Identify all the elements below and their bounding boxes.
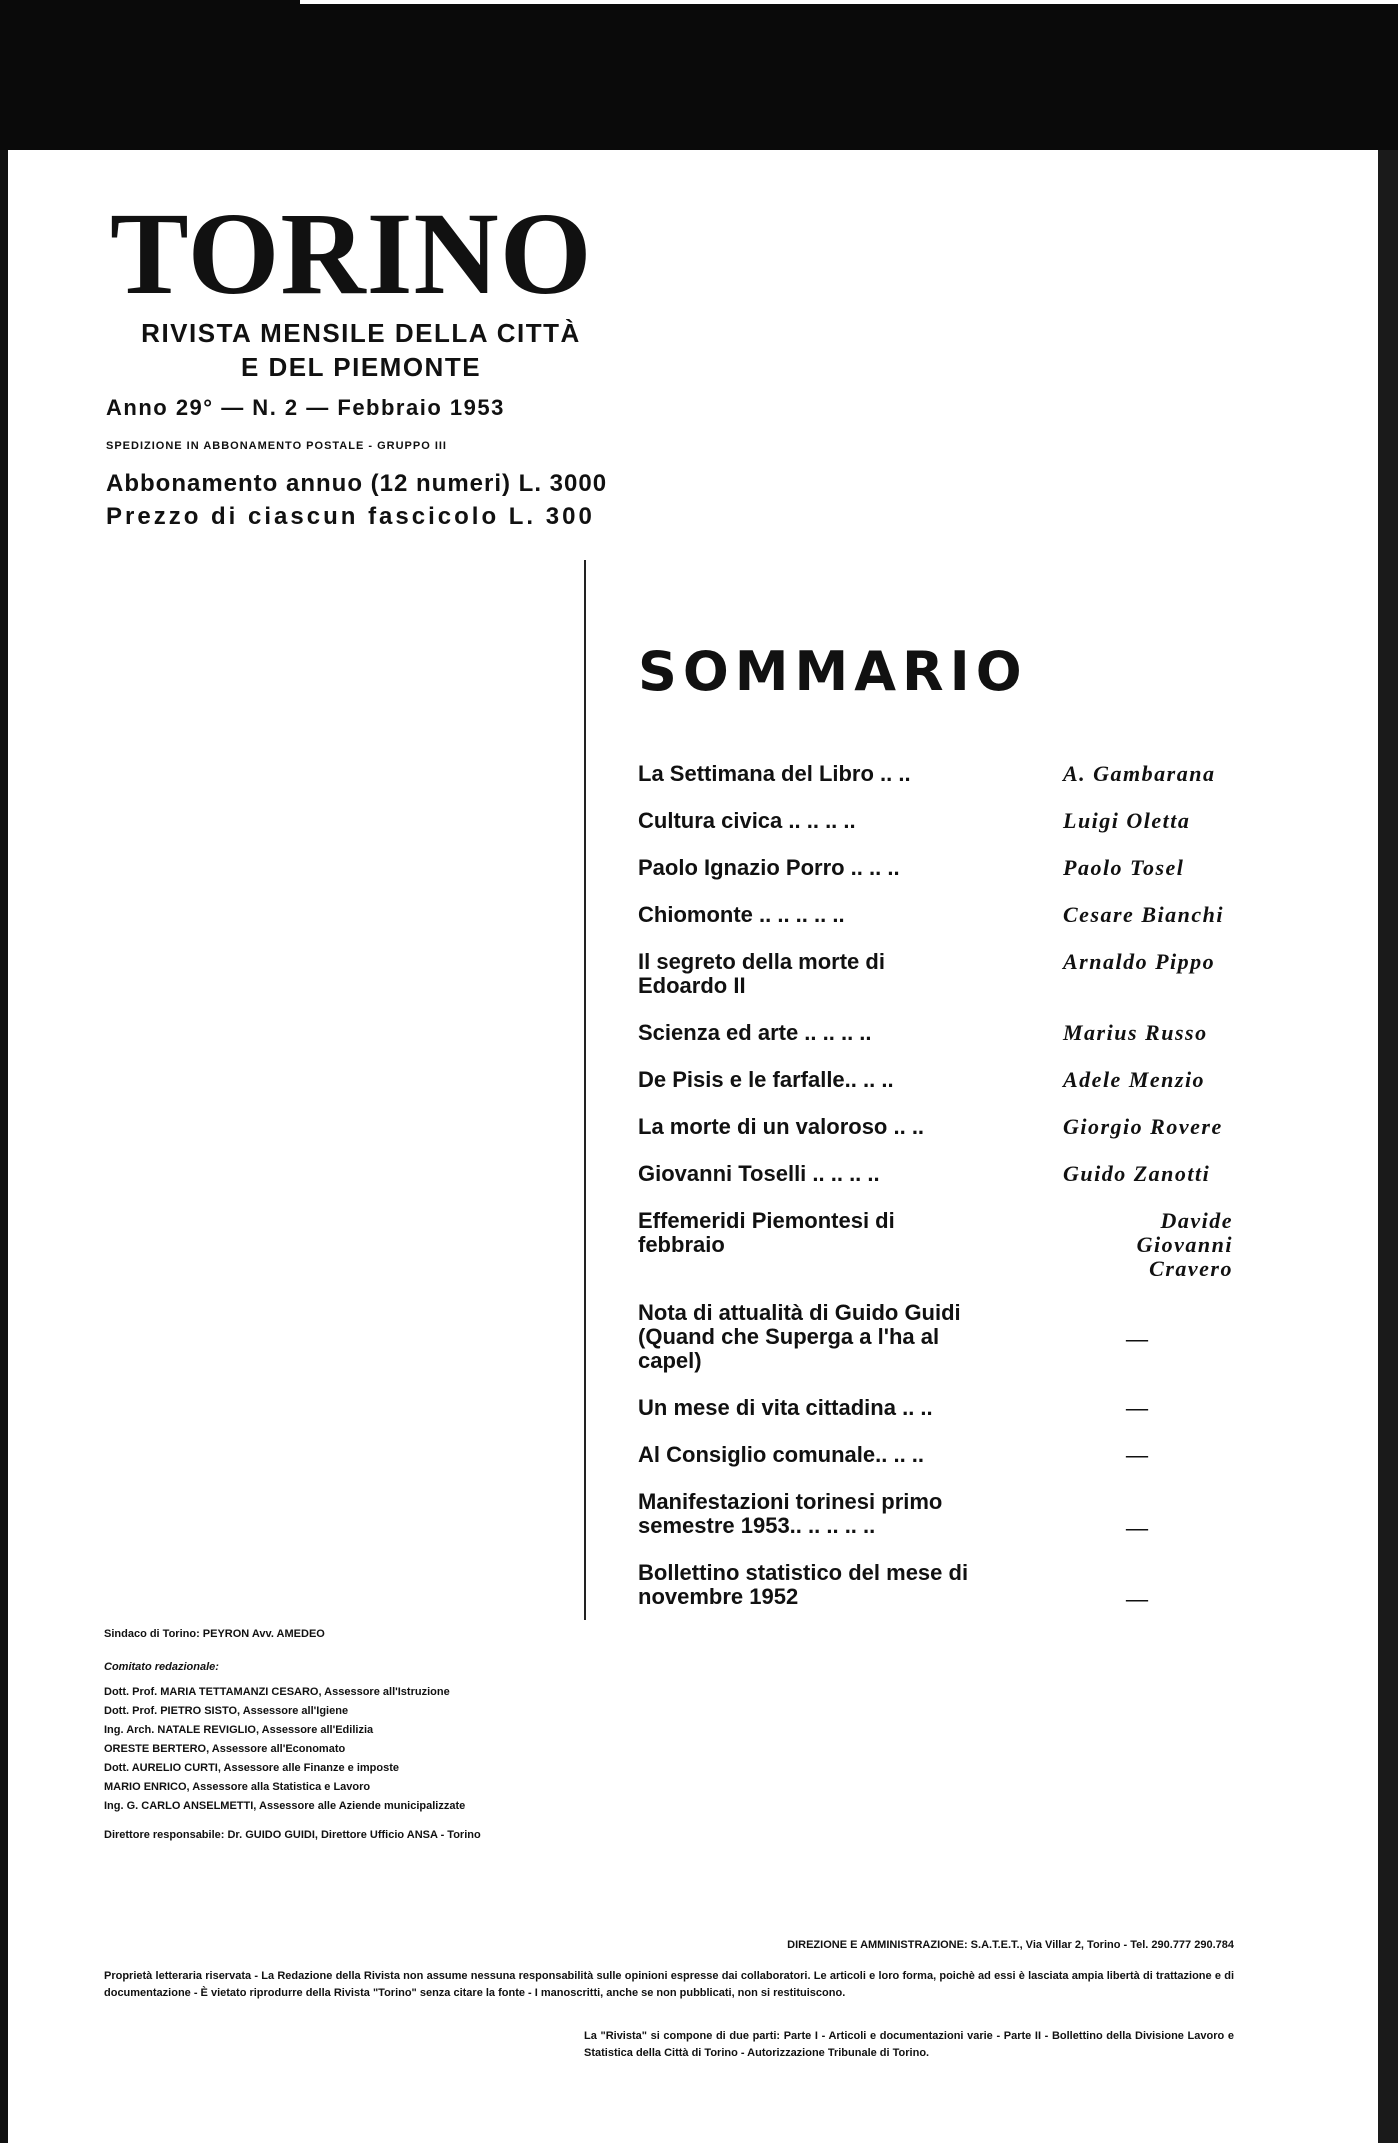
- masthead-subtitle-line2: E DEL PIEMONTE: [240, 352, 482, 382]
- toc-entry: [638, 762, 1258, 786]
- toc-entry-title: La morte di un valoroso .. ..: [638, 1114, 925, 1139]
- toc-entry-title: Giovanni Toselli .. .. .. ..: [638, 1161, 880, 1186]
- toc-entry-title: Paolo Ignazio Porro .. .. ..: [638, 855, 900, 880]
- toc-entry-dash: —: [1126, 1326, 1148, 1351]
- toc-extra-entry: [638, 1490, 1258, 1538]
- vertical-rule: [584, 560, 586, 1620]
- subscription-line: Abbonamento annuo (12 numeri) L. 3000: [106, 470, 608, 497]
- toc-entry-title: De Pisis e le farfalle.. .. ..: [638, 1067, 894, 1092]
- toc-entry: [638, 1208, 1258, 1281]
- toc-entry-author: Paolo Tosel: [1063, 855, 1185, 880]
- toc-entry-author: A. Gambarana: [1063, 761, 1216, 786]
- toc-entry: [638, 950, 1258, 998]
- toc-entry-title: Effemeridi Piemontesi di febbraio: [638, 1208, 895, 1257]
- committee-member: Dott. Prof. MARIA TETTAMANZI CESARO, Assessore all'Istruzione: [104, 1686, 450, 1698]
- toc-entry-author: Giorgio Rovere: [1063, 1114, 1223, 1139]
- toc-entry-dash: —: [1126, 1395, 1148, 1420]
- toc-entry-dash: —: [1126, 1442, 1148, 1467]
- issue-line: Anno 29° — N. 2 — Febbraio 1953: [106, 395, 505, 420]
- editorial-staff: [104, 1625, 604, 1845]
- committee-member: Dott. AURELIO CURTI, Assessore alle Finanze e imposte: [104, 1762, 400, 1774]
- toc-entry-title: Un mese di vita cittadina .. ..: [638, 1395, 933, 1420]
- toc-entry-title: Scienza ed arte .. .. .. ..: [638, 1020, 872, 1045]
- masthead-title: TORINO: [110, 188, 593, 319]
- committee-member: Ing. Arch. NATALE REVIGLIO, Assessore all'Edilizia: [104, 1724, 374, 1736]
- toc-entry-author: Cesare Bianchi: [1063, 902, 1224, 927]
- toc-entry: [638, 809, 1258, 833]
- mayor-line: Sindaco di Torino: PEYRON Avv. AMEDEO: [104, 1628, 325, 1640]
- toc-entry-author: Adele Menzio: [1063, 1067, 1206, 1092]
- toc-extra-entry: [638, 1443, 1258, 1467]
- masthead-subtitle-line1: RIVISTA MENSILE DELLA CITTÀ: [141, 318, 581, 348]
- toc-entry: [638, 1162, 1258, 1186]
- toc-entry-author: Davide Giovanni Cravero: [1136, 1208, 1233, 1281]
- toc-extra-entry: [638, 1561, 1258, 1609]
- footer-address: DIREZIONE E AMMINISTRAZIONE: S.A.T.E.T., Via Villar 2, Torino - Tel. 290.777 290.784: [787, 1939, 1234, 1951]
- committee-member: Ing. G. CARLO ANSELMETTI, Assessore alle Aziende municipalizzate: [104, 1800, 466, 1812]
- toc-entry: [638, 1021, 1258, 1045]
- postal-line: SPEDIZIONE IN ABBONAMENTO POSTALE - GRUPPO III: [106, 440, 447, 452]
- toc-extra-entry: [638, 1396, 1258, 1420]
- toc-entry-title: Il segreto della morte di Edoardo II: [638, 949, 885, 998]
- toc-entry: [638, 1115, 1258, 1139]
- toc-entry-author: Luigi Oletta: [1063, 808, 1191, 833]
- footer-rights: Proprietà letteraria riservata - La Redazione della Rivista non assume nessuna responsabilità sulle opinioni espresse dai collaboratori. Le articoli e loro forma, poichè ad essi è lasciata ampia libertà di trattazione e di documentazione - È vietato riprodurre della Rivista "Torino" senza citare la fonte - I manoscritti, anche se non pubblicati, non si restituiscono.: [104, 1970, 1234, 1999]
- scan-dark-border-left: [0, 150, 8, 2143]
- sommario-heading: SOMMARIO: [638, 640, 1028, 703]
- toc-entry-dash: —: [1126, 1586, 1148, 1611]
- toc-extra-entry: [638, 1301, 1258, 1373]
- toc-entry: [638, 903, 1258, 927]
- toc-entry-title: Bollettino statistico del mese di novembre 1952: [638, 1560, 969, 1609]
- committee-member: Dott. Prof. PIETRO SISTO, Assessore all'Igiene: [104, 1705, 349, 1717]
- scan-dark-border-right: [1378, 150, 1398, 2143]
- toc-entry-title: Al Consiglio comunale.. .. ..: [638, 1442, 925, 1467]
- committee-label: Comitato redazionale:: [104, 1661, 219, 1673]
- toc-entry-dash: —: [1126, 1515, 1148, 1540]
- toc-entry-title: Cultura civica .. .. .. ..: [638, 808, 856, 833]
- toc-entry: [638, 1068, 1258, 1092]
- toc-entry-title: Manifestazioni torinesi primo semestre 1953.. .. .. .. ..: [638, 1489, 943, 1538]
- toc-entry-title: La Settimana del Libro .. ..: [638, 761, 911, 786]
- toc-entry-author: Arnaldo Pippo: [1063, 949, 1216, 974]
- committee-member: ORESTE BERTERO, Assessore all'Economato: [104, 1743, 346, 1755]
- toc-entry-author: Guido Zanotti: [1063, 1161, 1211, 1186]
- toc-entry-title: Nota di attualità di Guido Guidi (Quand che Superga a l'ha al capel): [638, 1300, 961, 1373]
- director-line: Direttore responsabile: Dr. GUIDO GUIDI, Direttore Ufficio ANSA - Torino: [104, 1829, 481, 1841]
- table-of-contents: [638, 762, 1258, 1632]
- footer-composition: La "Rivista" si compone di due parti: Parte I - Articoli e documentazioni varie - Parte II - Bollettino della Divisione Lavoro e Statistica della Città di Torino - Autorizzazione Tribunale di Torino.: [584, 2030, 1234, 2059]
- toc-entry-title: Chiomonte .. .. .. .. ..: [638, 902, 845, 927]
- price-line: Prezzo di ciascun fascicolo L. 300: [106, 503, 595, 530]
- toc-entry: [638, 856, 1258, 880]
- scan-dark-border-top: [0, 0, 1398, 160]
- committee-member: MARIO ENRICO, Assessore alla Statistica e Lavoro: [104, 1781, 371, 1793]
- toc-entry-author: Marius Russo: [1063, 1020, 1208, 1045]
